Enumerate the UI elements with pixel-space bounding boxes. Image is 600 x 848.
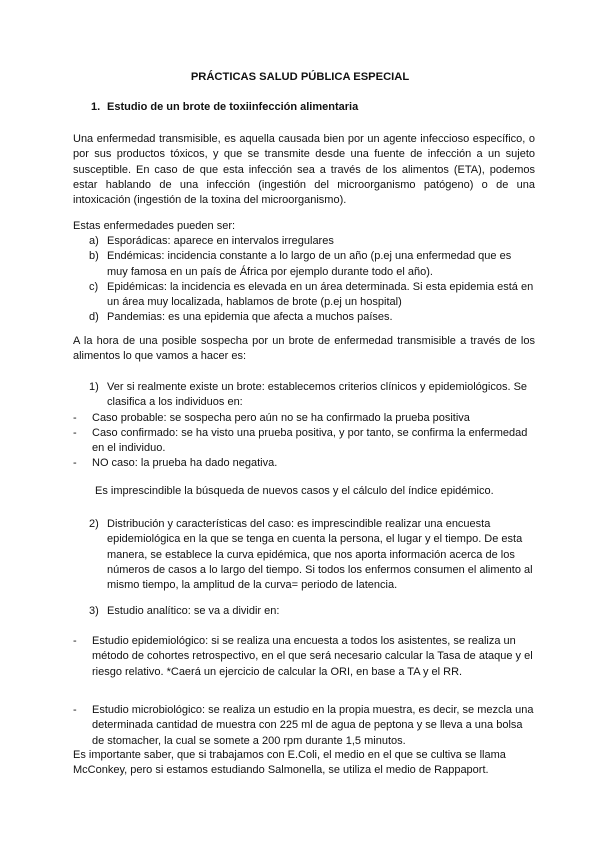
step-marker: 2) (89, 518, 99, 530)
list-item-text: Esporádicas: aparece en intervalos irregulares (107, 235, 334, 247)
dash-marker: - (73, 635, 77, 647)
step-2 (73, 517, 535, 593)
dash-marker: - (73, 426, 77, 439)
list-item (73, 411, 535, 426)
step-3-analysis-2 (73, 703, 535, 749)
list-item (73, 634, 535, 680)
step-text: Distribución y características del caso: es imprescindible realizar una encuesta epidemiológica en la que se tenga en cuenta la persona, el lugar y el tiempo. De esta manera, se establece la curva epidémica, que nos aporta información acerca de los números de casos a lo largo del tiempo. Si todos los enfermos consumen el alimento al mismo tiempo, la amplitud de la curva= periodo de latencia. (107, 518, 533, 592)
list-item-text: Estudio epidemiológico: si se realiza una encuesta a todos los asistentes, se realiza un método de cohortes retrospectivo, en el que será necesario calcular la Tasa de ataque y el riesgo relativo. *Caerá un ejercicio de calcular la ORI, en base a TA y el RR. (92, 635, 533, 678)
list-item-text: NO caso: la prueba ha dado negativa. (92, 457, 278, 470)
list-item-text: Epidémicas: la incidencia es elevada en un área determinada. Si esta epidemia está en un área muy localizada, hablamos de brote (p.ej un hospital) (107, 280, 534, 309)
step-marker: 1) (89, 381, 99, 393)
step-1-item (73, 380, 535, 411)
step-1 (73, 380, 535, 472)
list-item-text: Caso confirmado: se ha visto una prueba positiva, y por tanto, se confirma la enfermedad en el individuo. (92, 426, 528, 455)
dash-marker: - (73, 704, 77, 716)
step-text: Estudio analítico: se va a dividir en: (107, 605, 280, 617)
intro-paragraph: Una enfermedad transmisible, es aquella causada bien por un agente infeccioso específico, o por sus productos tóxicos, y que se transmite desde una fuente de infección a un sujeto susceptible. En caso de que esta infección sea a través de los alimentos (ETA), podemos estar hablando de una infección (ingestión del microorganismo patógeno) o de una intoxicación (ingestión de la toxina del microorganismo). (73, 133, 535, 207)
list-item-text: Estudio microbiológico: se realiza un estudio en la propia muestra, es decir, se mezcla una determinada cantidad de muestra con 225 ml de agua de peptona y se lleva a una bolsa de stomacher, la cual se somete a 200 rpm durante 1,5 minutos. (92, 704, 534, 747)
list-marker: d) (89, 311, 99, 324)
section-heading-text: Estudio de un brote de toxiinfección alimentaria (107, 101, 359, 113)
list-marker: b) (89, 250, 99, 263)
list-item (73, 456, 535, 471)
essential-note: Es imprescindible la búsqueda de nuevos casos y el cálculo del índice epidémico. (95, 485, 494, 497)
list-item-text: Caso probable: se sospecha pero aún no se ha confirmado la prueba positiva (92, 411, 470, 424)
list-item-text: Pandemias: es una epidemia que afecta a muchos países. (107, 311, 393, 324)
suspicion-paragraph: A la hora de una posible sospecha por un brote de enfermedad transmisible a través de los alimentos lo que vamos a hacer es: (73, 335, 535, 363)
list-item (73, 280, 535, 311)
page-title: PRÁCTICAS SALUD PÚBLICA ESPECIAL (190, 71, 410, 83)
list-item (73, 703, 535, 749)
step-marker: 3) (89, 605, 99, 617)
section-heading (91, 100, 358, 115)
section-number: 1. (91, 101, 101, 113)
disease-types-list (73, 234, 535, 326)
list-item (73, 426, 535, 457)
list-item (73, 234, 535, 249)
list-marker: a) (89, 235, 99, 247)
types-lead: Estas enfermedades pueden ser: (73, 220, 236, 232)
step-3 (73, 604, 535, 619)
dash-marker: - (73, 411, 77, 424)
list-item-text: Endémicas: incidencia constante a lo largo de un año (p.ej una enfermedad que es muy famosa en un país de África por ejemplo durante todo el año). (107, 250, 512, 278)
list-item (73, 249, 535, 280)
step-3-analysis-1 (73, 634, 535, 680)
closing-paragraph: Es importante saber, que si trabajamos con E.Coli, el medio en el que se cultiva se llama McConkey, pero si estamos estudiando Salmonella, se utiliza el medio de Rappaport. (73, 749, 506, 777)
list-item (73, 310, 535, 325)
step-3-item (73, 604, 535, 619)
dash-marker: - (73, 457, 77, 470)
step-2-item (73, 517, 535, 593)
step-text: Ver si realmente existe un brote: establecemos criterios clínicos y epidemiológicos. Se clasifica a los individuos en: (107, 381, 528, 409)
list-marker: c) (89, 280, 99, 293)
